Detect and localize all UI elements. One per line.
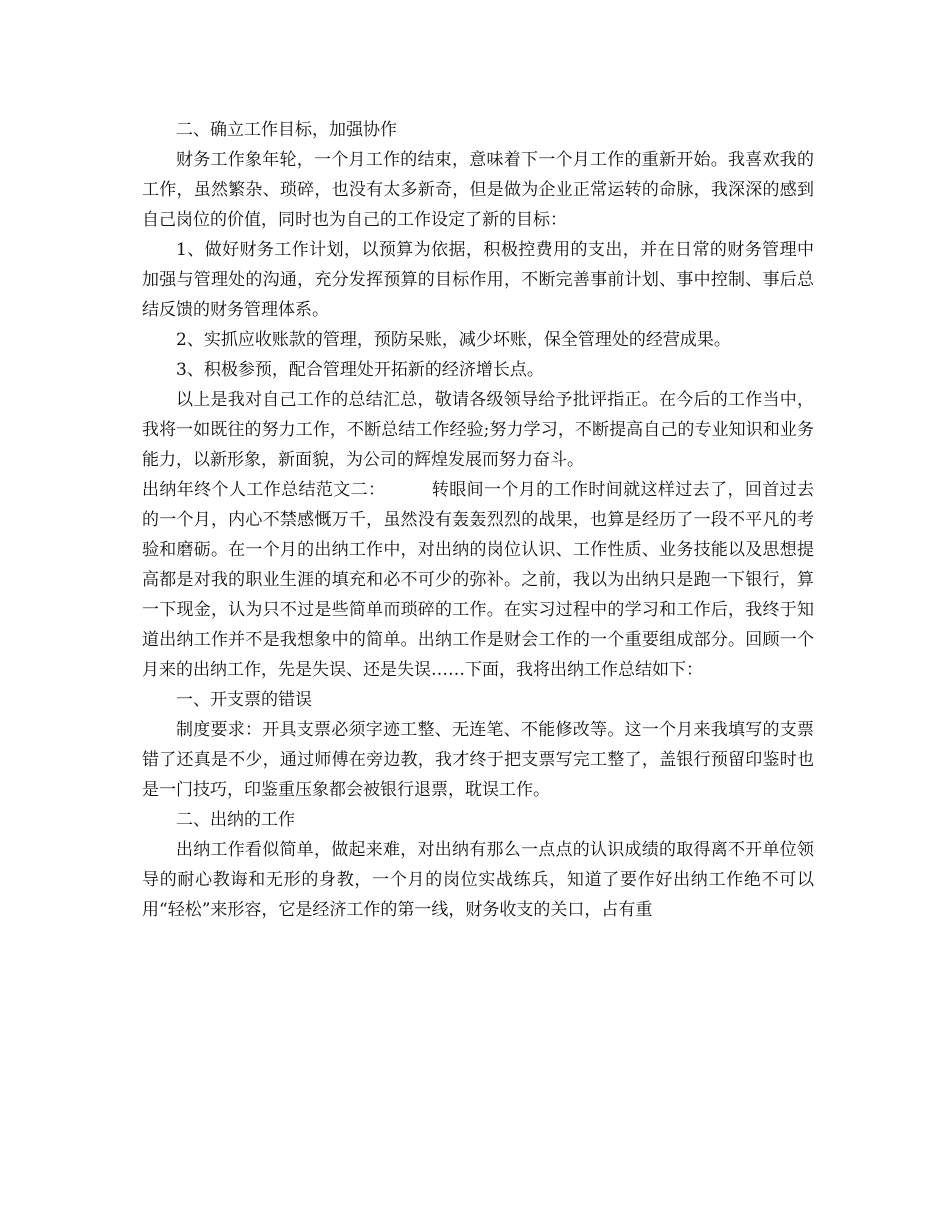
goal-item-2: 2、实抓应收账款的管理，预防呆账，减少坏账，保全管理处的经营成果。 xyxy=(176,330,731,350)
document-body xyxy=(142,115,814,925)
paragraph-intro: 财务工作象年轮，一个月工作的结束，意味着下一个月工作的重新开始。我喜欢我的工作，虽然繁杂、琐碎，也没有太多新奇，但是做为企业正常运转的命脉，我深深的感到自己岗位的价值，同时也为自己的工作设定了新的目标： xyxy=(142,150,814,230)
paragraph-cashier: 出纳工作看似简单，做起来难，对出纳有那么一点点的认识成绩的取得离不开单位领导的耐心教诲和无形的身教，一个月的岗位实战练兵，知道了要作好出纳工作绝不可以用“轻松”来形容，它是经济工作的第一线，财务收支的关口，占有重 xyxy=(142,840,814,920)
paragraph-summary: 以上是我对自己工作的总结汇总，敬请各级领导给予批评指正。在今后的工作当中，我将一如既往的努力工作，不断总结工作经验;努力学习，不断提高自己的专业知识和业务能力，以新形象，新面貌，为公司的辉煌发展而努力奋斗。 xyxy=(142,390,814,470)
heading-cheque: 一、开支票的错误 xyxy=(176,690,312,710)
goal-item-3: 3、积极参预，配合管理处开拓新的经济增长点。 xyxy=(176,360,544,380)
section-two-body: 转眼间一个月的工作时间就这样过去了，回首过去的一个月，内心不禁感慨万千，虽然没有轰轰烈烈的战果，也算是经历了一段不平凡的考验和磨砺。在一个月的出纳工作中，对出纳的岗位认识、工作性质、业务技能以及思想提高都是对我的职业生涯的填充和必不可少的弥补。之前，我以为出纳只是跑一下银行，算一下现金，认为只不过是些简单而琐碎的工作。在实习过程中的学习和工作后，我终于知道出纳工作并不是我想象中的简单。出纳工作是财会工作的一个重要组成部分。回顾一个月来的出纳工作，先是失误、还是失误……下面，我将出纳工作总结如下： xyxy=(142,480,815,680)
paragraph-cheque: 制度要求：开具支票必须字迹工整、无连笔、不能修改等。这一个月来我填写的支票错了还真是不少，通过师傅在旁边教，我才终于把支票写完工整了，盖银行预留印鉴时也是一门技巧，印鉴重压象都会被银行退票，耽误工作。 xyxy=(142,720,814,800)
goal-item-1: 1、做好财务工作计划，以预算为依据，积极控费用的支出，并在日常的财务管理中加强与管理处的沟通，充分发挥预算的目标作用，不断完善事前计划、事中控制、事后总结反馈的财务管理体系。 xyxy=(142,240,814,320)
section-two-title: 出纳年终个人工作总结范文二： xyxy=(142,480,386,500)
heading-goals: 二、确立工作目标，加强协作 xyxy=(176,120,397,140)
section-two-paragraph xyxy=(142,475,814,685)
heading-cashier: 二、出纳的工作 xyxy=(176,810,295,830)
